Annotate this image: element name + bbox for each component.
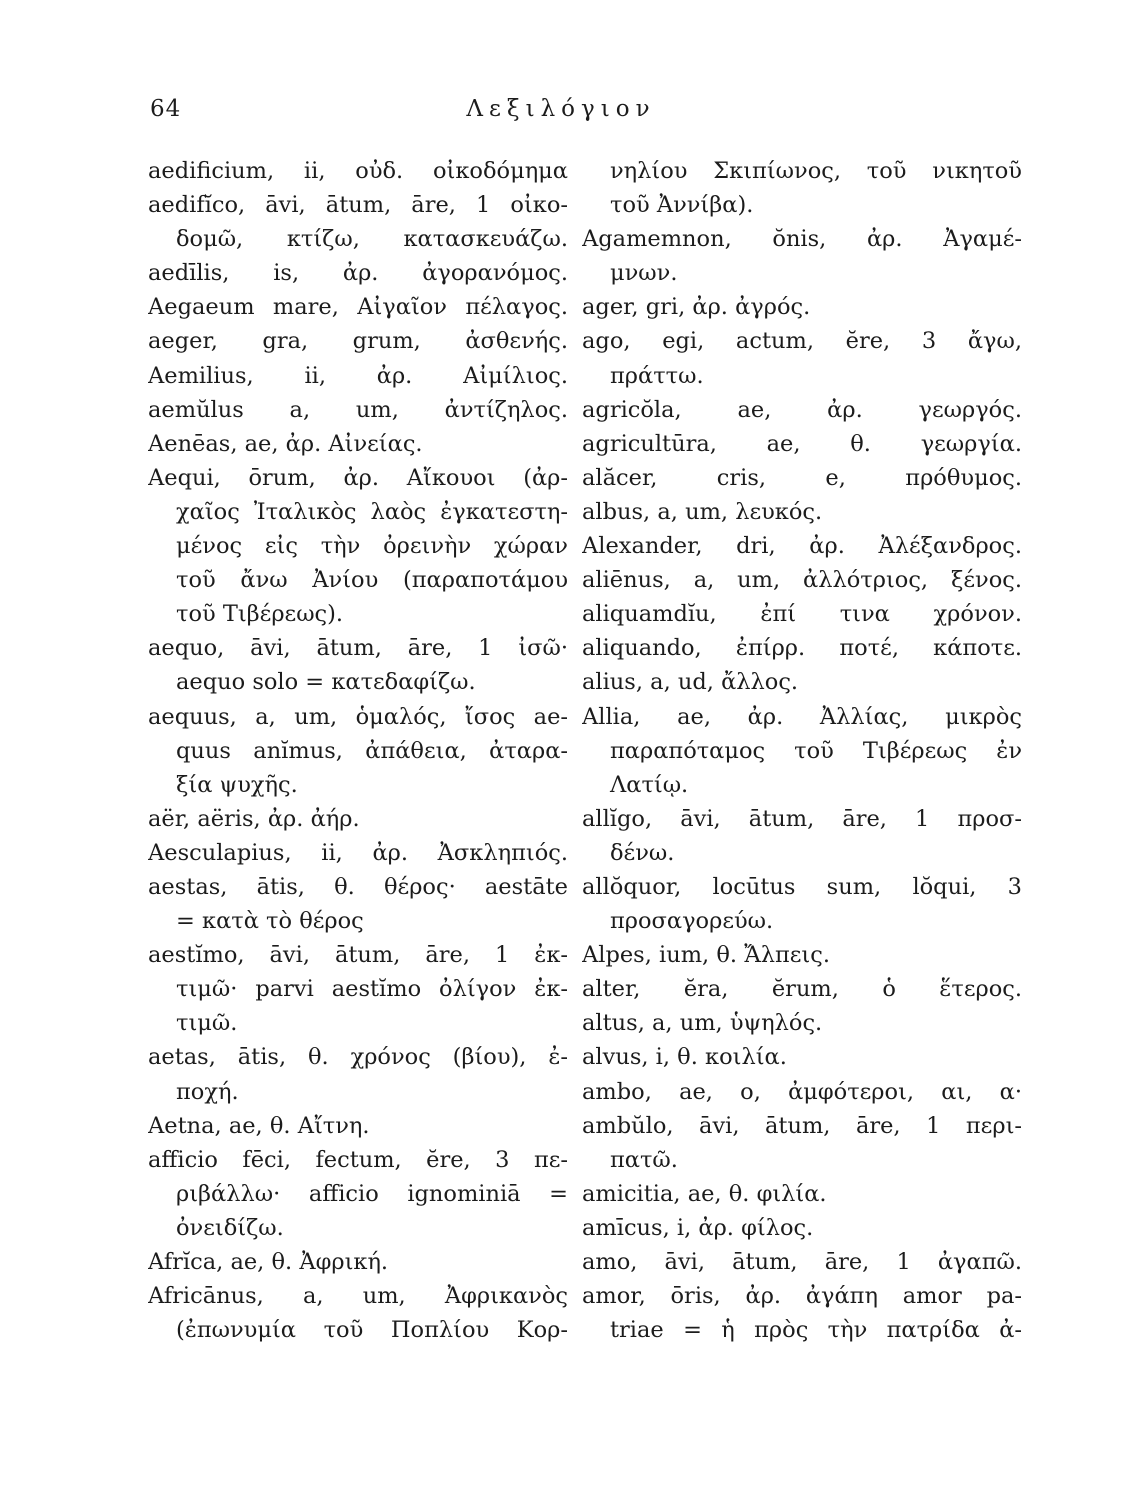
entry-headword-line: aedifĭco, āvi, ātum, āre, 1 οἰκο- — [148, 192, 568, 219]
entry-continuation-line: νηλίου Σκιπίωνος, τοῦ νικητοῦ — [610, 158, 1022, 184]
entry-continuation-line: τοῦ Ἀννίβα). — [610, 192, 754, 219]
entry-headword-line: amicitia, ae, θ. φιλία. — [582, 1180, 827, 1207]
entry-headword-line: Aegaeum mare, Αἰγαῖον πέλαγος. — [148, 294, 568, 321]
entry-continuation-line: ὀνειδίζω. — [176, 1214, 284, 1241]
entry-headword-line: alăcer, cris, e, πρόθυμος. — [582, 464, 1022, 491]
entry-continuation-line: δένω. — [610, 839, 675, 866]
entry-headword-line: Aetna, ae, θ. Αἴτνη. — [148, 1112, 370, 1139]
running-head: Λεξιλόγιον — [466, 96, 656, 122]
entry-headword-line: afficio fēci, fectum, ĕre, 3 πε- — [148, 1146, 568, 1173]
entry-headword-line: aliēnus, a, um, ἀλλότριος, ξένος. — [582, 567, 1022, 594]
entry-continuation-line: τοῦ Τιβέρεως). — [176, 601, 344, 628]
entry-headword-line: ago, egi, actum, ĕre, 3 ἄγω, — [582, 328, 1022, 355]
entry-continuation-line: προσαγορεύω. — [610, 908, 774, 935]
entry-continuation-line: μένος εἰς τὴν ὀρεινὴν χώραν — [176, 533, 568, 560]
entry-continuation-line: triae = ἡ πρὸς τὴν πατρίδα ἀ- — [610, 1317, 1022, 1344]
entry-continuation-line: παραπόταμος τοῦ Τιβέρεως ἐν — [610, 737, 1022, 764]
entry-continuation-line: ποχή. — [176, 1078, 239, 1105]
entry-headword-line: agricŏla, ae, ἀρ. γεωργός. — [582, 396, 1022, 423]
entry-headword-line: aestas, ātis, θ. θέρος· aestāte — [148, 873, 568, 900]
entry-headword-line: amīcus, i, ἀρ. φίλος. — [582, 1214, 814, 1241]
entry-continuation-line: πατῶ. — [610, 1146, 678, 1173]
entry-headword-line: Africānus, a, um, Ἀφρικανὸς — [148, 1283, 568, 1310]
entry-headword-line: Alpes, ium, θ. Ἄλπεις. — [582, 942, 830, 969]
entry-headword-line: Aenēas, ae, ἀρ. Αἰνείας. — [148, 430, 423, 457]
entry-headword-line: Afrĭca, ae, θ. Ἀφρική. — [148, 1249, 389, 1275]
entry-continuation-line: ξία ψυχῆς. — [176, 771, 298, 798]
entry-continuation-line: (ἐπωνυμία τοῦ Ποπλίου Κορ- — [176, 1317, 568, 1344]
entry-headword-line: aestĭmo, āvi, ātum, āre, 1 ἐκ- — [148, 942, 568, 969]
entry-headword-line: Allia, ae, ἀρ. Ἀλλίας, μικρὸς — [582, 703, 1022, 730]
entry-continuation-line: quus anĭmus, ἀπάθεια, ἀταρα- — [176, 737, 568, 764]
entry-continuation-line: Λατίῳ. — [610, 771, 689, 798]
entry-headword-line: ambo, ae, o, ἀμφότεροι, αι, α· — [582, 1078, 1022, 1105]
entry-headword-line: aequus, a, um, ὁμαλός, ἴσος ae- — [148, 703, 568, 730]
entry-headword-line: aemŭlus a, um, ἀντίζηλος. — [148, 396, 568, 423]
entry-headword-line: aequo, āvi, ātum, āre, 1 ἰσῶ· — [148, 635, 568, 662]
entry-headword-line: alius, a, ud, ἄλλος. — [582, 669, 799, 696]
entry-continuation-line: τιμῶ. — [176, 1010, 238, 1037]
entry-headword-line: aedīlis, is, ἀρ. ἀγορανόμος. — [148, 260, 568, 287]
entry-headword-line: Aemilius, ii, ἀρ. Αἰμίλιος. — [148, 362, 568, 389]
entry-headword-line: allĭgo, āvi, ātum, āre, 1 προσ- — [582, 805, 1022, 832]
entry-headword-line: aliquamdĭu, ἐπί τινα χρόνον. — [582, 601, 1022, 628]
entry-continuation-line: δομῶ, κτίζω, κατασκευάζω. — [176, 226, 568, 253]
page-number: 64 — [150, 96, 182, 122]
entry-continuation-line: = κατὰ τὸ θέρος — [176, 908, 364, 935]
entry-headword-line: altus, a, um, ὑψηλός. — [582, 1010, 823, 1037]
left-column — [148, 154, 568, 1347]
entry-headword-line: Aequi, ōrum, ἀρ. Αἴκουοι (ἀρ- — [148, 464, 568, 491]
entry-continuation-line: πράττω. — [610, 362, 704, 389]
entry-headword-line: amor, ōris, ἀρ. ἀγάπη amor pa- — [582, 1283, 1022, 1310]
entry-continuation-line: ριβάλλω· afficio ignominiā = — [176, 1180, 568, 1207]
right-column — [582, 154, 1022, 1347]
entry-headword-line: Alexander, dri, ἀρ. Ἀλέξανδρος. — [582, 533, 1022, 560]
entry-headword-line: alvus, i, θ. κοιλία. — [582, 1044, 787, 1071]
entry-headword-line: Agamemnon, ŏnis, ἀρ. Ἀγαμέ- — [582, 226, 1022, 253]
entry-headword-line: aetas, ātis, θ. χρόνος (βίου), ἐ- — [148, 1044, 568, 1071]
entry-continuation-line: aequo solo = κατεδαφίζω. — [176, 669, 476, 696]
entry-headword-line: allŏquor, locūtus sum, lŏqui, 3 — [582, 873, 1022, 900]
entry-continuation-line: τιμῶ· parvi aestĭmo ὀλίγον ἐκ- — [176, 976, 568, 1003]
entry-continuation-line: χαῖος Ἰταλικὸς λαὸς ἐγκατεστη- — [176, 498, 568, 525]
entry-headword-line: aeger, gra, grum, ἀσθενής. — [148, 328, 568, 355]
entry-headword-line: aliquando, ἐπίρρ. ποτέ, κάποτε. — [582, 635, 1022, 662]
entry-headword-line: albus, a, um, λευκός. — [582, 498, 823, 525]
entry-headword-line: ambŭlo, āvi, ātum, āre, 1 περι- — [582, 1112, 1022, 1139]
entry-headword-line: agricultūra, ae, θ. γεωργία. — [582, 430, 1022, 457]
entry-continuation-line: μνων. — [610, 260, 678, 287]
entry-headword-line: ager, gri, ἀρ. ἀγρός. — [582, 294, 811, 321]
entry-headword-line: amo, āvi, ātum, āre, 1 ἀγαπῶ. — [582, 1249, 1022, 1275]
entry-headword-line: alter, ĕra, ĕrum, ὁ ἕτερος. — [582, 976, 1022, 1003]
entry-headword-line: aër, aëris, ἀρ. ἀήρ. — [148, 805, 360, 832]
entry-headword-line: Aesculapius, ii, ἀρ. Ἀσκληπιός. — [148, 839, 568, 866]
entry-continuation-line: τοῦ ἄνω Ἀνίου (παραποτάμου — [176, 567, 568, 594]
entry-headword-line: aedificium, ii, οὐδ. οἰκοδόμημα — [148, 158, 568, 184]
